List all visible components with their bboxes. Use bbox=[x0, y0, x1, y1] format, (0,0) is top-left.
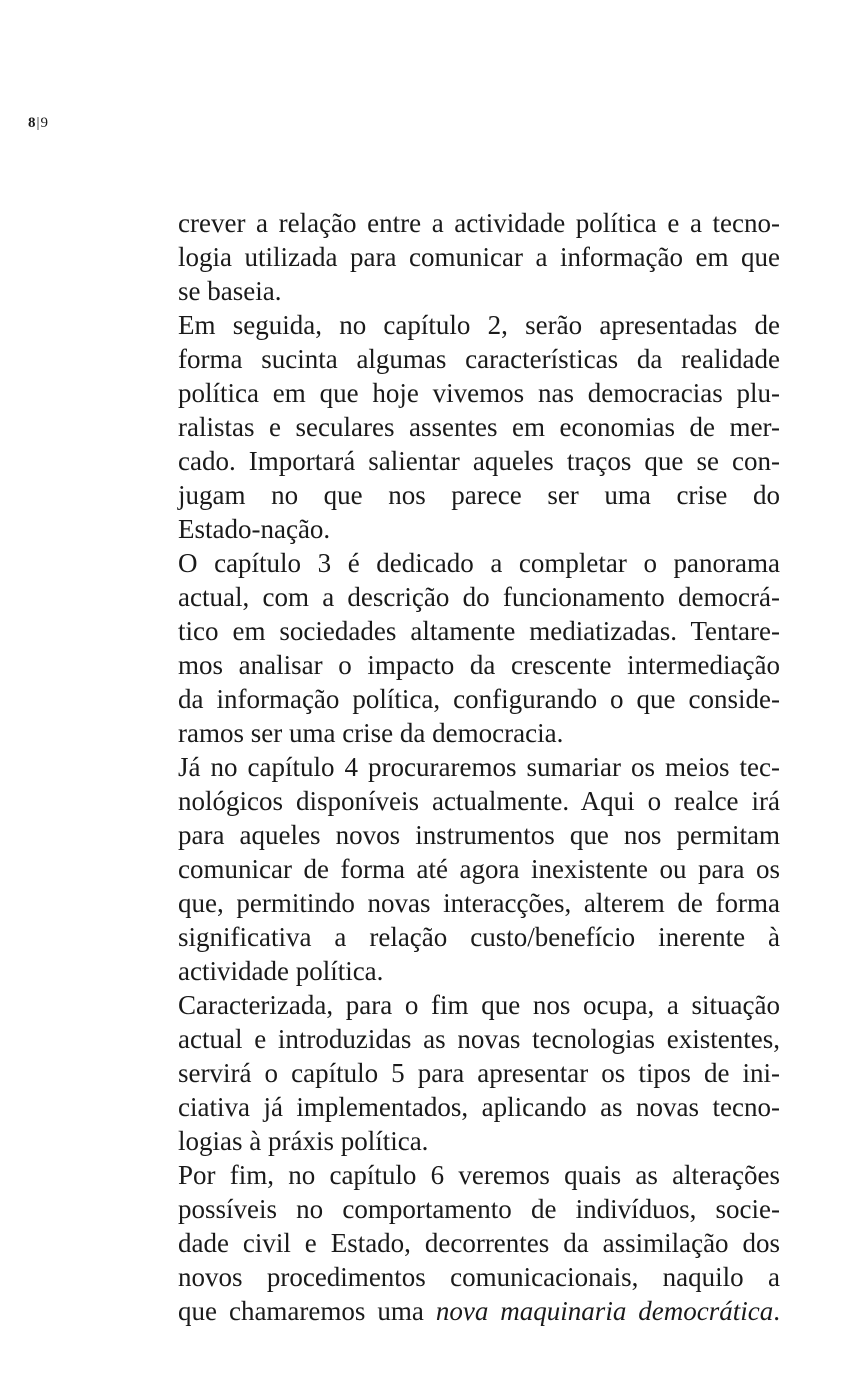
body-line: forma sucinta algumas características da realidade bbox=[178, 344, 780, 374]
body-line: servirá o capítulo 5 para apresentar os tipos de ini- bbox=[178, 1058, 780, 1088]
body-lines bbox=[178, 206, 780, 1294]
body-line: para aqueles novos instrumentos que nos permitam bbox=[178, 820, 780, 850]
body-line: ramos ser uma crise da democracia. bbox=[178, 718, 564, 748]
body-line: que, permitindo novas interacções, alterem de forma bbox=[178, 888, 780, 918]
body-line: actual e introduzidas as novas tecnologias existentes, bbox=[178, 1024, 780, 1054]
body-line: novos procedimentos comunicacionais, naquilo a bbox=[178, 1262, 780, 1292]
final-line-prefix: que chamaremos uma bbox=[178, 1296, 436, 1326]
body-line-final bbox=[178, 1294, 780, 1328]
page-number bbox=[28, 115, 48, 132]
body-line: crever a relação entre a actividade política e a tecno- bbox=[178, 208, 780, 238]
body-line: ciativa já implementados, aplicando as novas tecno- bbox=[178, 1092, 780, 1122]
body-line: Caracterizada, para o fim que nos ocupa, a situação bbox=[178, 990, 780, 1020]
body-line: mos analisar o impacto da crescente intermediação bbox=[178, 650, 780, 680]
body-line: Já no capítulo 4 procuraremos sumariar os meios tec- bbox=[178, 752, 780, 782]
body-line: Estado-nação. bbox=[178, 514, 331, 544]
body-line: Por fim, no capítulo 6 veremos quais as alterações bbox=[178, 1160, 780, 1190]
body-line: política em que hoje vivemos nas democracias plu- bbox=[178, 378, 780, 408]
body-line: possíveis no comportamento de indivíduos, socie- bbox=[178, 1194, 780, 1224]
final-line-emphasis: nova maquinaria democrática bbox=[435, 1296, 774, 1326]
body-line: significativa a relação custo/benefício inerente à bbox=[178, 922, 780, 952]
body-line: nológicos disponíveis actualmente. Aqui o realce irá bbox=[178, 786, 780, 816]
body-text bbox=[178, 206, 780, 1328]
final-line-suffix: . bbox=[773, 1296, 781, 1326]
body-line: actual, com a descrição do funcionamento democrá- bbox=[178, 582, 780, 612]
body-line: cado. Importará salientar aqueles traços que se con- bbox=[178, 446, 780, 476]
body-line: tico em sociedades altamente mediatizadas. Tentare- bbox=[178, 616, 780, 646]
body-line: logia utilizada para comunicar a informação em que bbox=[178, 242, 780, 272]
body-line: ralistas e seculares assentes em economias de mer- bbox=[178, 412, 780, 442]
body-line: jugam no que nos parece ser uma crise do bbox=[178, 480, 780, 510]
page-number-divider: | bbox=[36, 115, 40, 131]
page-number-right: 9 bbox=[40, 115, 49, 131]
body-line: O capítulo 3 é dedicado a completar o panorama bbox=[178, 548, 780, 578]
page-number-left: 8 bbox=[28, 115, 36, 131]
body-line: se baseia. bbox=[178, 276, 282, 306]
body-line: Em seguida, no capítulo 2, serão apresentadas de bbox=[178, 310, 780, 340]
body-line: dade civil e Estado, decorrentes da assimilação dos bbox=[178, 1228, 780, 1258]
body-line: da informação política, configurando o que conside- bbox=[178, 684, 780, 714]
body-line: comunicar de forma até agora inexistente ou para os bbox=[178, 854, 780, 884]
body-line: logias à práxis política. bbox=[178, 1126, 429, 1156]
body-line: actividade política. bbox=[178, 956, 384, 986]
